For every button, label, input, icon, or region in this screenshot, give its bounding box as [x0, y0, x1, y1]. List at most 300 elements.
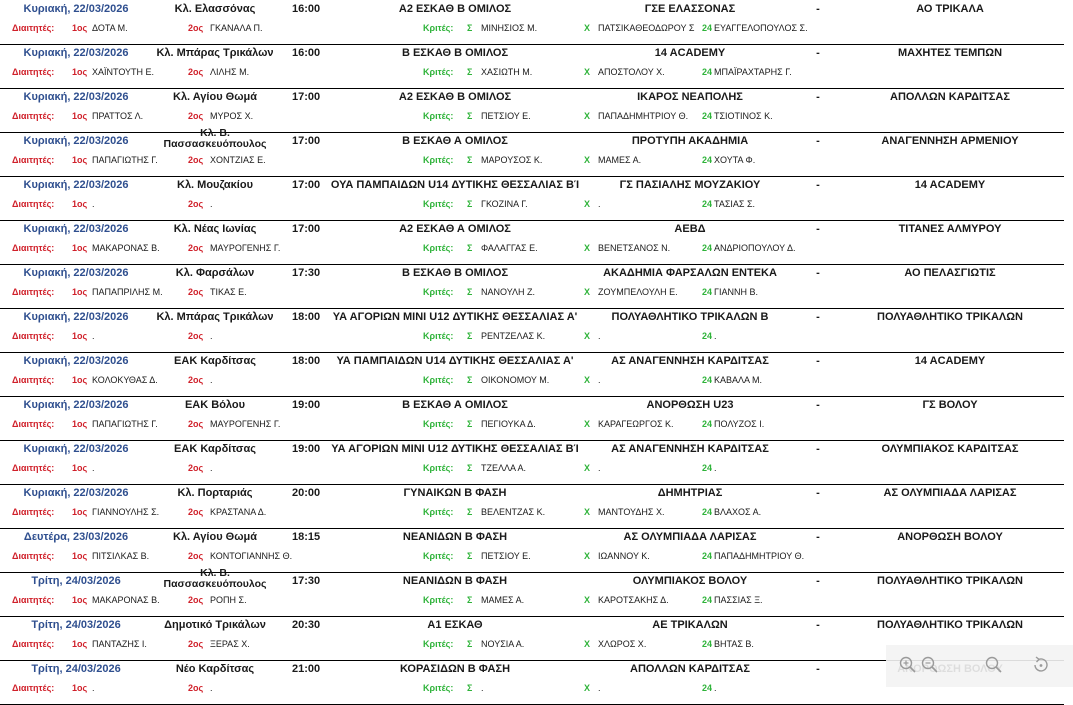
match-time: 17:00 — [292, 135, 321, 147]
referee-1-label: 1ος — [72, 595, 88, 605]
referees-label: Διαιτητές: — [12, 375, 55, 385]
home-team: ΔΗΜΗΤΡΙΑΣ — [657, 487, 723, 499]
match-time: 21:00 — [292, 663, 321, 675]
versus-dash: - — [816, 487, 820, 499]
judge-3: ΜΠΑΪΡΑΧΤΑΡΗΣ Γ. — [714, 67, 792, 77]
match-time: 18:00 — [292, 355, 321, 367]
judge-1: ΜΙΝΗΣΙΟΣ Μ. — [481, 23, 538, 33]
referee-2-label: 2ος — [188, 595, 204, 605]
referee-1-label: 1ος — [72, 111, 88, 121]
home-team: ΟΛΥΜΠΙΑΚΟΣ ΒΟΛΟΥ — [632, 575, 748, 587]
referee-1-label: 1ος — [72, 287, 88, 297]
referee-1-label: 1ος — [72, 551, 88, 561]
referee-2: ΜΑΥΡΟΓΕΝΗΣ Γ. — [210, 419, 281, 429]
match-date: Κυριακή, 22/03/2026 — [23, 47, 129, 59]
referee-2: . — [210, 463, 213, 473]
referee-2: . — [210, 199, 213, 209]
judge-2: ΠΑΤΣΙΚΑΘΕΟΔΩΡΟΥ Σ — [598, 23, 695, 33]
judge-chi-label: Χ — [584, 243, 591, 253]
judge-1: ΝΟΥΣΙΑ Α. — [481, 639, 525, 649]
match-date: Κυριακή, 22/03/2026 — [23, 443, 129, 455]
referee-2: ΞΕΡΑΣ Χ. — [210, 639, 250, 649]
match-venue: Κλ. Νέας Ιωνίας — [173, 223, 257, 235]
judge-2: ΚΑΡΟΤΣΑΚΗΣ Δ. — [598, 595, 669, 605]
referee-2-label: 2ος — [188, 639, 204, 649]
match-time: 17:00 — [292, 179, 321, 191]
judge-sigma-label: Σ — [467, 507, 473, 517]
away-team: ΑΟ ΠΕΛΑΣΓΙΩΤΙΣ — [904, 267, 996, 279]
match-date: Κυριακή, 22/03/2026 — [23, 399, 129, 411]
judge-chi-label: Χ — [584, 287, 591, 297]
judge-2: . — [598, 463, 601, 473]
judge-sigma-label: Σ — [467, 23, 473, 33]
match-row — [0, 352, 1064, 397]
match-time: 18:15 — [292, 531, 321, 543]
judge-3: ΠΟΛΥΖΟΣ Ι. — [714, 419, 765, 429]
judge-24-label: 24 — [702, 595, 713, 605]
match-row — [0, 568, 1064, 617]
home-team: ΑΣ ΟΛΥΜΠΙΑΔΑ ΛΑΡΙΣΑΣ — [623, 531, 757, 543]
match-date: Κυριακή, 22/03/2026 — [23, 91, 129, 103]
match-competition: Α2 ΕΣΚΑΘ Β ΟΜΙΛΟΣ — [398, 91, 512, 103]
versus-dash: - — [816, 399, 820, 411]
match-competition: ΝΕΑΝΙΔΩΝ Β ΦΑΣΗ — [402, 531, 508, 543]
judge-chi-label: Χ — [584, 507, 591, 517]
referee-1-label: 1ος — [72, 67, 88, 77]
match-time: 18:00 — [292, 311, 321, 323]
referees-label: Διαιτητές: — [12, 199, 55, 209]
versus-dash: - — [816, 135, 820, 147]
referee-2: . — [210, 331, 213, 341]
referees-label: Διαιτητές: — [12, 287, 55, 297]
match-competition: Α2 ΕΣΚΑΘ Β ΟΜΙΛΟΣ — [398, 3, 512, 15]
referee-1: ΚΟΛΟΚΥΘΑΣ Δ. — [92, 375, 158, 385]
away-team: ΑΝΟΡΘΩΣΗ ΒΟΛΟΥ — [897, 531, 1003, 543]
judge-3: ΤΑΣΙΑΣ Σ. — [714, 199, 756, 209]
versus-dash: - — [816, 311, 820, 323]
judges-label: Κριτές: — [423, 507, 454, 517]
judge-2: . — [598, 199, 601, 209]
judges-label: Κριτές: — [423, 67, 454, 77]
referee-1: ΜΑΚΑΡΟΝΑΣ Β. — [92, 243, 160, 253]
judge-3: . — [714, 463, 717, 473]
referee-1: ΠΙΤΣΙΛΚΑΣ Β. — [92, 551, 150, 561]
judge-chi-label: Χ — [584, 375, 591, 385]
match-row — [0, 176, 1064, 221]
referee-1: . — [92, 463, 95, 473]
match-venue: Νέο Καρδίτσας — [175, 663, 255, 675]
match-date: Κυριακή, 22/03/2026 — [23, 3, 129, 15]
match-competition: Α1 ΕΣΚΑΘ — [427, 619, 483, 631]
match-date: Τρίτη, 24/03/2026 — [31, 619, 121, 631]
match-time: 19:00 — [292, 399, 321, 411]
match-venue: Κλ. Β. Πασσασκευόπουλος — [163, 568, 267, 590]
referee-1: ΠΑΠΑΓΙΩΤΗΣ Γ. — [92, 419, 158, 429]
judge-sigma-label: Σ — [467, 243, 473, 253]
judge-sigma-label: Σ — [467, 375, 473, 385]
match-time: 17:30 — [292, 575, 321, 587]
referee-2: ΚΟΝΤΟΓΙΑΝΝΗΣ Θ. — [210, 551, 293, 561]
versus-dash: - — [816, 3, 820, 15]
match-row — [0, 264, 1064, 309]
match-competition: ΚΟΡΑΣΙΔΩΝ Β ΦΑΣΗ — [399, 663, 511, 675]
judge-1: ΟΙΚΟΝΟΜΟΥ Μ. — [481, 375, 550, 385]
judge-sigma-label: Σ — [467, 111, 473, 121]
versus-dash: - — [816, 355, 820, 367]
match-time: 17:00 — [292, 91, 321, 103]
judge-2: . — [598, 683, 601, 693]
home-team: ΑΣ ΑΝΑΓΕΝΝΗΣΗ ΚΑΡΔΙΤΣΑΣ — [611, 355, 769, 367]
match-date: Τρίτη, 24/03/2026 — [31, 663, 121, 675]
judge-chi-label: Χ — [584, 463, 591, 473]
match-venue: Κλ. Μπάρας Τρικάλων — [156, 47, 274, 59]
judge-sigma-label: Σ — [467, 463, 473, 473]
referee-2-label: 2ος — [188, 683, 204, 693]
match-time: 16:00 — [292, 47, 321, 59]
referee-1-label: 1ος — [72, 419, 88, 429]
judge-2: ΑΠΟΣΤΟΛΟΥ Χ. — [598, 67, 665, 77]
away-team: ΠΟΛΥΑΘΛΗΤΙΚΟ ΤΡΙΚΑΛΩΝ — [877, 311, 1023, 323]
match-date: Κυριακή, 22/03/2026 — [23, 311, 129, 323]
versus-dash: - — [816, 443, 820, 455]
match-row — [0, 396, 1064, 441]
judge-sigma-label: Σ — [467, 199, 473, 209]
match-venue: Κλ. Ελασσόνας — [174, 3, 256, 15]
match-date: Κυριακή, 22/03/2026 — [23, 223, 129, 235]
match-row — [0, 484, 1064, 529]
match-venue: Κλ. Πορταριάς — [177, 487, 253, 499]
home-team: ΑΕΒΔ — [674, 223, 706, 235]
judge-3: ΧΟΥΤΑ Φ. — [714, 155, 756, 165]
referees-label: Διαιτητές: — [12, 419, 55, 429]
match-date: Δευτέρα, 23/03/2026 — [23, 531, 129, 543]
referee-2-label: 2ος — [188, 331, 204, 341]
referee-1: . — [92, 199, 95, 209]
match-row — [0, 88, 1064, 133]
judge-24-label: 24 — [702, 23, 713, 33]
judges-label: Κριτές: — [423, 199, 454, 209]
referee-2: ΡΟΠΗ Σ. — [210, 595, 247, 605]
referee-2-label: 2ος — [188, 419, 204, 429]
referees-label: Διαιτητές: — [12, 155, 55, 165]
judge-24-label: 24 — [702, 243, 713, 253]
referees-label: Διαιτητές: — [12, 683, 55, 693]
judge-3: . — [714, 331, 717, 341]
match-venue: ΕΑΚ Καρδίτσας — [174, 443, 256, 455]
referee-2: ΓΚΑΝΑΛΑ Π. — [210, 23, 263, 33]
judge-3: ΚΑΒΑΛΑ Μ. — [714, 375, 763, 385]
referee-1: ΠΑΠΑΓΙΩΤΗΣ Γ. — [92, 155, 158, 165]
referee-2: ΚΡΑΣΤΑΝΑ Δ. — [210, 507, 267, 517]
search-icon[interactable] — [984, 655, 1004, 675]
referee-1: . — [92, 331, 95, 341]
judge-2: . — [598, 375, 601, 385]
judge-chi-label: Χ — [584, 683, 591, 693]
judge-sigma-label: Σ — [467, 639, 473, 649]
judge-1: ΝΑΝΟΥΛΗ Ζ. — [481, 287, 536, 297]
judges-label: Κριτές: — [423, 419, 454, 429]
judges-label: Κριτές: — [423, 331, 454, 341]
zoom-in-icon[interactable] — [898, 655, 918, 675]
judges-label: Κριτές: — [423, 287, 454, 297]
match-competition: ΟΥΑ ΠΑΜΠΑΙΔΩΝ U14 ΔΥΤΙΚΗΣ ΘΕΣΣΑΛΙΑΣ ΒΊ — [330, 179, 580, 191]
judge-1: ΠΕΓΙΟΥΚΑ Δ. — [481, 419, 536, 429]
judges-label: Κριτές: — [423, 595, 454, 605]
referee-2-label: 2ος — [188, 507, 204, 517]
match-time: 20:00 — [292, 487, 321, 499]
judge-3: ΤΣΙΟΤΙΝΟΣ Κ. — [714, 111, 773, 121]
judges-label: Κριτές: — [423, 639, 454, 649]
judge-24-label: 24 — [702, 155, 713, 165]
referee-1-label: 1ος — [72, 199, 88, 209]
judge-3: ΓΙΑΝΝΗ Β. — [714, 287, 758, 297]
judge-chi-label: Χ — [584, 639, 591, 649]
referee-2-label: 2ος — [188, 551, 204, 561]
match-row — [0, 44, 1064, 89]
referee-2-label: 2ος — [188, 375, 204, 385]
referees-label: Διαιτητές: — [12, 243, 55, 253]
match-competition: Α2 ΕΣΚΑΘ Α ΟΜΙΛΟΣ — [399, 223, 511, 235]
home-team: ΠΡΟΤΥΠΗ ΑΚΑΔΗΜΙΑ — [631, 135, 749, 147]
referee-1: ΓΙΑΝΝΟΥΛΗΣ Σ. — [92, 507, 160, 517]
referee-2: ΜΑΥΡΟΓΕΝΗΣ Γ. — [210, 243, 281, 253]
referee-1-label: 1ος — [72, 155, 88, 165]
referee-2-label: 2ος — [188, 23, 204, 33]
match-venue: Κλ. Φαρσάλων — [175, 267, 255, 279]
judge-1: ΠΕΤΣΙΟΥ Ε. — [481, 111, 531, 121]
judges-label: Κριτές: — [423, 551, 454, 561]
versus-dash: - — [816, 663, 820, 675]
judge-chi-label: Χ — [584, 551, 591, 561]
away-team: 14 ACADEMY — [914, 179, 986, 191]
match-venue: ΕΑΚ Καρδίτσας — [174, 355, 256, 367]
judge-chi-label: Χ — [584, 111, 591, 121]
match-row — [0, 220, 1064, 265]
judge-2: ΒΕΝΕΤΣΑΝΟΣ Ν. — [598, 243, 671, 253]
judge-2: ΜΑΜΕΣ Α. — [598, 155, 642, 165]
match-venue: Κλ. Β. Πασσασκευόπουλος — [163, 128, 267, 150]
referee-1: ΠΑΝΤΑΖΗΣ Ι. — [92, 639, 147, 649]
match-date: Κυριακή, 22/03/2026 — [23, 355, 129, 367]
versus-dash: - — [816, 47, 820, 59]
versus-dash: - — [816, 531, 820, 543]
judge-3: ΠΑΣΣΙΑΣ Ξ. — [714, 595, 763, 605]
match-venue: Κλ. Μουζακίου — [177, 179, 253, 191]
match-row — [0, 528, 1064, 573]
judge-sigma-label: Σ — [467, 331, 473, 341]
home-team: ΠΟΛΥΑΘΛΗΤΙΚΟ ΤΡΙΚΑΛΩΝ Β — [611, 311, 769, 323]
match-venue: Κλ. Αγίου Θωμά — [173, 531, 257, 543]
match-time: 19:00 — [292, 443, 321, 455]
home-team: 14 ACADEMY — [654, 47, 726, 59]
referee-1-label: 1ος — [72, 507, 88, 517]
referee-1-label: 1ος — [72, 683, 88, 693]
versus-dash: - — [816, 91, 820, 103]
referee-2-label: 2ος — [188, 111, 204, 121]
away-team: ΓΣ ΒΟΛΟΥ — [922, 399, 978, 411]
judge-3: ΒΗΤΑΣ Β. — [714, 639, 754, 649]
judge-1: ΧΑΣΙΩΤΗ Μ. — [481, 67, 533, 77]
judge-1: ΒΕΛΕΝΤΖΑΣ Κ. — [481, 507, 546, 517]
judge-3: . — [714, 683, 717, 693]
referee-2-label: 2ος — [188, 463, 204, 473]
judge-2: ΚΑΡΑΓΕΩΡΓΟΣ Κ. — [598, 419, 674, 429]
judge-chi-label: Χ — [584, 331, 591, 341]
referees-label: Διαιτητές: — [12, 67, 55, 77]
referee-2-label: 2ος — [188, 287, 204, 297]
referees-label: Διαιτητές: — [12, 551, 55, 561]
match-venue: ΕΑΚ Βόλου — [184, 399, 246, 411]
versus-dash: - — [816, 267, 820, 279]
away-team: ΑΝΑΓΕΝΝΗΣΗ ΑΡΜΕΝΙΟΥ — [881, 135, 1019, 147]
match-venue: Κλ. Αγίου Θωμά — [173, 91, 257, 103]
referees-label: Διαιτητές: — [12, 23, 55, 33]
match-date: Κυριακή, 22/03/2026 — [23, 487, 129, 499]
judge-1: ΜΑΡΟΥΣΟΣ Κ. — [481, 155, 543, 165]
judge-24-label: 24 — [702, 111, 713, 121]
referees-label: Διαιτητές: — [12, 331, 55, 341]
judges-label: Κριτές: — [423, 155, 454, 165]
judge-3: ΒΛΑΧΟΣ Α. — [714, 507, 762, 517]
away-team: ΠΟΛΥΑΘΛΗΤΙΚΟ ΤΡΙΚΑΛΩΝ — [877, 619, 1023, 631]
home-team: ΑΠΟΛΛΩΝ ΚΑΡΔΙΤΣΑΣ — [630, 663, 750, 675]
away-team: ΤΙΤΑΝΕΣ ΑΛΜΥΡΟΥ — [898, 223, 1002, 235]
referee-2-label: 2ος — [188, 67, 204, 77]
away-team: 14 ACADEMY — [914, 355, 986, 367]
judge-2: ΙΩΑΝΝΟΥ Κ. — [598, 551, 650, 561]
away-team: ΑΠΟΛΛΩΝ ΚΑΡΔΙΤΣΑΣ — [890, 91, 1010, 103]
referee-1-label: 1ος — [72, 331, 88, 341]
referees-label: Διαιτητές: — [12, 507, 55, 517]
referees-label: Διαιτητές: — [12, 463, 55, 473]
judge-1: ΡΕΝΤΖΕΛΑΣ Κ. — [481, 331, 546, 341]
referee-2-label: 2ος — [188, 155, 204, 165]
home-team: ΑΣ ΑΝΑΓΕΝΝΗΣΗ ΚΑΡΔΙΤΣΑΣ — [611, 443, 769, 455]
match-competition: Β ΕΣΚΑΘ Α ΟΜΙΛΟΣ — [402, 399, 508, 411]
match-venue: Δημοτικό Τρικάλων — [164, 619, 266, 631]
referee-1-label: 1ος — [72, 639, 88, 649]
home-team: ΙΚΑΡΟΣ ΝΕΑΠΟΛΗΣ — [637, 91, 743, 103]
zoom-out-icon[interactable] — [920, 655, 940, 675]
match-date: Τρίτη, 24/03/2026 — [31, 575, 121, 587]
judge-24-label: 24 — [702, 287, 713, 297]
judge-chi-label: Χ — [584, 23, 591, 33]
home-team: ΑΕ ΤΡΙΚΑΛΩΝ — [652, 619, 728, 631]
match-row — [0, 0, 1064, 45]
referees-label: Διαιτητές: — [12, 595, 55, 605]
judge-sigma-label: Σ — [467, 155, 473, 165]
versus-dash: - — [816, 179, 820, 191]
judge-24-label: 24 — [702, 551, 713, 561]
match-competition: Β ΕΣΚΑΘ Β ΟΜΙΛΟΣ — [401, 267, 509, 279]
home-team: ΑΚΑΔΗΜΙΑ ΦΑΡΣΑΛΩΝ ΕΝΤΕΚΑ — [603, 267, 777, 279]
judge-1: ΜΑΜΕΣ Α. — [481, 595, 525, 605]
judge-1: ΓΚΟΖΙΝΑ Γ. — [481, 199, 528, 209]
match-date: Κυριακή, 22/03/2026 — [23, 267, 129, 279]
referee-2: ΤΙΚΑΣ Ε. — [210, 287, 247, 297]
judge-24-label: 24 — [702, 463, 713, 473]
judge-24-label: 24 — [702, 419, 713, 429]
away-team: ΟΛΥΜΠΙΑΚΟΣ ΚΑΡΔΙΤΣΑΣ — [881, 443, 1019, 455]
referee-2: ΧΟΝΤΖΙΑΣ Ε. — [210, 155, 266, 165]
judge-3: ΑΝΔΡΙΟΠΟΥΛΟΥ Δ. — [714, 243, 796, 253]
match-competition: ΥΑ ΑΓΟΡΙΩΝ ΜΙΝΙ U12 ΔΥΤΙΚΗΣ ΘΕΣΣΑΛΙΑΣ ΒΊ — [331, 443, 579, 455]
judge-chi-label: Χ — [584, 155, 591, 165]
away-team: ΑΣ ΟΛΥΜΠΙΑΔΑ ΛΑΡΙΣΑΣ — [883, 487, 1017, 499]
referee-2: ΜΥΡΟΣ Χ. — [210, 111, 254, 121]
judges-label: Κριτές: — [423, 683, 454, 693]
judge-1: . — [481, 683, 484, 693]
home-team: ΓΣ ΠΑΣΙΑΛΗΣ ΜΟΥΖΑΚΙΟΥ — [619, 179, 761, 191]
judge-3: ΠΑΠΑΔΗΜΗΤΡΙΟΥ Θ. — [714, 551, 805, 561]
judge-24-label: 24 — [702, 683, 713, 693]
judge-2: . — [598, 331, 601, 341]
referee-1-label: 1ος — [72, 463, 88, 473]
match-competition: ΥΑ ΑΓΟΡΙΩΝ ΜΙΝΙ U12 ΔΥΤΙΚΗΣ ΘΕΣΣΑΛΙΑΣ Α' — [332, 311, 578, 323]
judge-chi-label: Χ — [584, 595, 591, 605]
versus-dash: - — [816, 619, 820, 631]
judge-2: ΖΟΥΜΠΕΛΟΥΛΗ Ε. — [598, 287, 678, 297]
versus-dash: - — [816, 223, 820, 235]
rotate-icon[interactable] — [1030, 655, 1050, 675]
judge-24-label: 24 — [702, 331, 713, 341]
match-competition: Β ΕΣΚΑΘ Α ΟΜΙΛΟΣ — [402, 135, 508, 147]
match-date: Κυριακή, 22/03/2026 — [23, 135, 129, 147]
versus-dash: - — [816, 575, 820, 587]
judge-1: ΠΕΤΣΙΟΥ Ε. — [481, 551, 531, 561]
judge-sigma-label: Σ — [467, 595, 473, 605]
referee-2: . — [210, 375, 213, 385]
judge-2: ΧΛΩΡΟΣ Χ. — [598, 639, 647, 649]
match-row — [0, 308, 1064, 353]
judge-sigma-label: Σ — [467, 419, 473, 429]
referee-1: ΧΑΪΝΤΟΥΤΗ Ε. — [92, 67, 155, 77]
referee-1: ΠΑΠΑΠΡΙΛΗΣ Μ. — [92, 287, 163, 297]
judge-2: ΠΑΠΑΔΗΜΗΤΡΙΟΥ Θ. — [598, 111, 689, 121]
referee-1-label: 1ος — [72, 375, 88, 385]
away-team: ΑΟ ΤΡΙΚΑΛΑ — [916, 3, 984, 15]
judge-24-label: 24 — [702, 375, 713, 385]
referee-1: . — [92, 683, 95, 693]
match-time: 16:00 — [292, 3, 321, 15]
judge-sigma-label: Σ — [467, 551, 473, 561]
referee-1-label: 1ος — [72, 243, 88, 253]
match-venue: Κλ. Μπάρας Τρικάλων — [156, 311, 274, 323]
referee-1: ΔΟΤΑ Μ. — [92, 23, 128, 33]
judge-24-label: 24 — [702, 67, 713, 77]
match-date: Κυριακή, 22/03/2026 — [23, 179, 129, 191]
referee-2: . — [210, 683, 213, 693]
home-team: ΑΝΟΡΘΩΣΗ U23 — [646, 399, 734, 411]
judges-label: Κριτές: — [423, 463, 454, 473]
judge-sigma-label: Σ — [467, 67, 473, 77]
judge-24-label: 24 — [702, 507, 713, 517]
viewer-toolbar — [886, 645, 1073, 687]
match-competition: ΓΥΝΑΙΚΩΝ Β ΦΑΣΗ — [403, 487, 507, 499]
match-time: 17:30 — [292, 267, 321, 279]
judges-label: Κριτές: — [423, 243, 454, 253]
judge-3: ΕΥΑΓΓΕΛΟΠΟΥΛΟΣ Σ. — [714, 23, 808, 33]
judges-label: Κριτές: — [423, 375, 454, 385]
judge-24-label: 24 — [702, 639, 713, 649]
match-row — [0, 440, 1064, 485]
referee-1: ΜΑΚΑΡΟΝΑΣ Β. — [92, 595, 160, 605]
referees-label: Διαιτητές: — [12, 111, 55, 121]
match-row — [0, 128, 1064, 177]
judge-24-label: 24 — [702, 199, 713, 209]
away-team: ΜΑΧΗΤΕΣ ΤΕΜΠΩΝ — [897, 47, 1003, 59]
judge-2: ΜΑΝΤΟΥΔΗΣ Χ. — [598, 507, 665, 517]
